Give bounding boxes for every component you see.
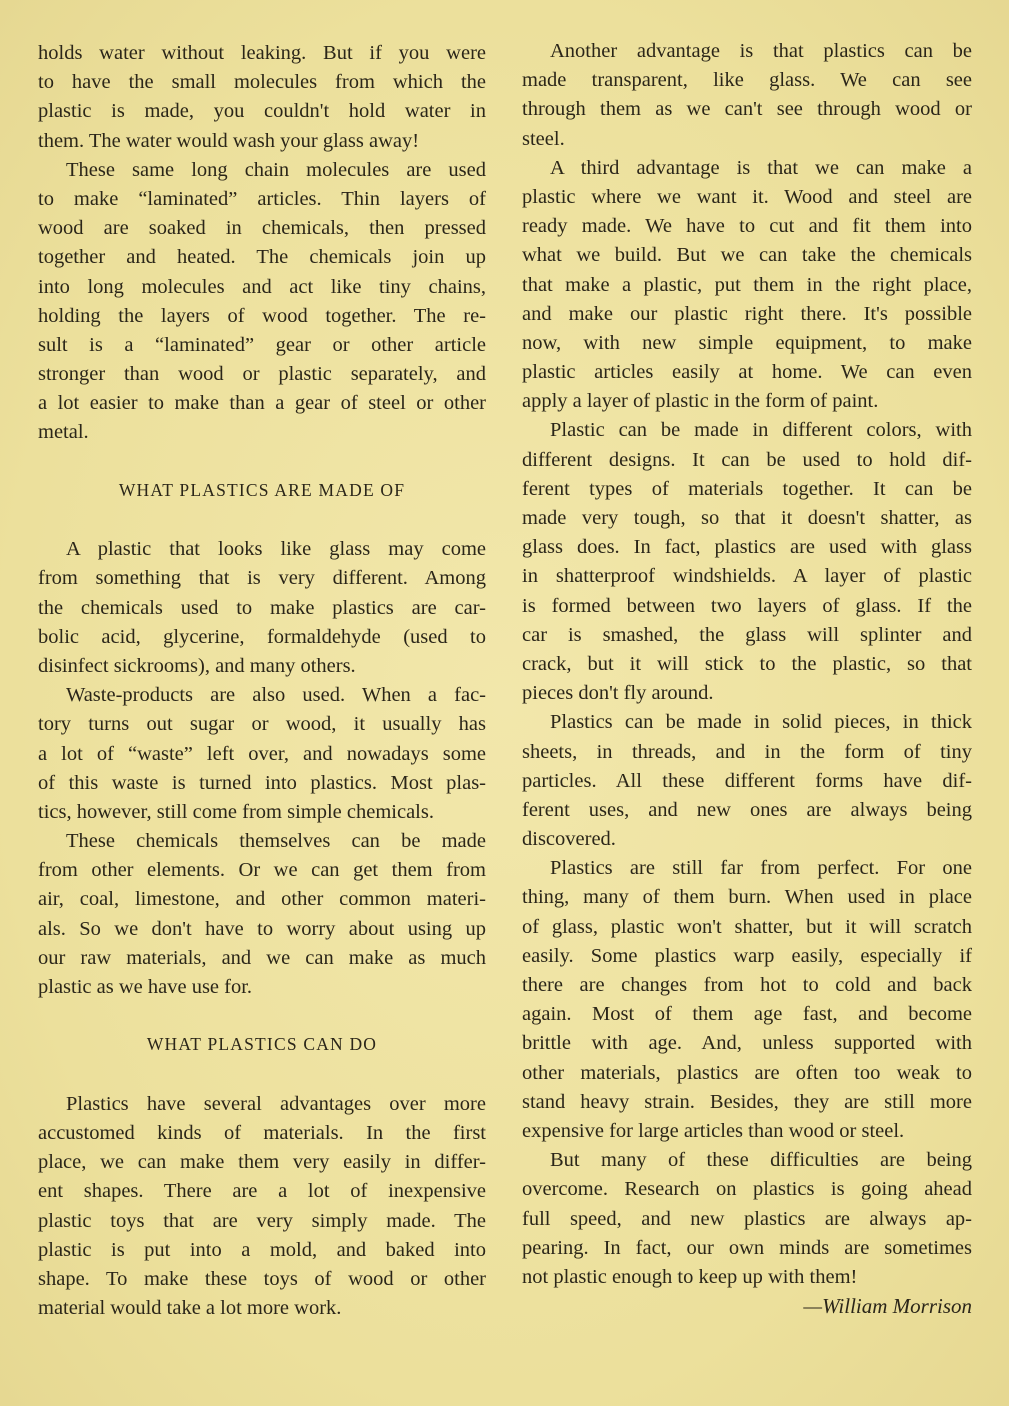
text-line: holding the layers of wood together. The re- [38, 304, 486, 327]
text-line: different designs. It can be used to hold dif- [522, 448, 972, 471]
paragraph [522, 708, 972, 854]
text-line: overcome. Research on plastics is going ahead [522, 1178, 972, 1201]
text-line: ferent types of materials together. It can be [522, 477, 972, 500]
text-line: disinfect sickrooms), and many others. [38, 654, 356, 677]
text-line: and make our plastic right there. It's possible [522, 302, 972, 325]
text-line: in shatterproof windshields. A layer of plastic [522, 565, 972, 588]
paragraph [38, 535, 486, 681]
text-line: to have the small molecules from which the [38, 71, 486, 94]
text-line: them. The water would wash your glass away! [38, 129, 420, 152]
text-line: ent shapes. There are a lot of inexpensive [38, 1180, 486, 1203]
text-line: now, with new simple equipment, to make [522, 331, 972, 354]
text-line: Plastic can be made in different colors, with [550, 419, 972, 442]
text-line: what we build. But we can take the chemicals [522, 244, 972, 267]
text-line: stronger than wood or plastic separately, and [38, 363, 486, 386]
text-line: air, coal, limestone, and other common materi- [38, 888, 486, 911]
text-line: together and heated. The chemicals join up [38, 246, 486, 269]
paragraph [522, 154, 972, 417]
paragraph [38, 156, 486, 448]
paragraph [38, 39, 486, 156]
text-line: particles. All these different forms have dif- [522, 769, 972, 792]
paragraph [522, 854, 972, 1146]
text-line: glass does. In fact, plastics are used with glass [522, 536, 972, 559]
right-column [522, 37, 972, 1321]
text-line: again. Most of them age fast, and become [522, 1003, 972, 1026]
text-line: Plastics have several advantages over more [66, 1092, 486, 1115]
paragraph [38, 827, 486, 1002]
text-line: a lot easier to make than a gear of steel or other [38, 392, 486, 415]
text-line: that make a plastic, put them in the right place, [522, 273, 972, 296]
paragraph [522, 37, 972, 154]
text-line: of this waste is turned into plastics. Most plas- [38, 771, 486, 794]
text-line: through them as we can't see through wood or [522, 98, 972, 121]
text-line: brittle with age. And, unless supported with [522, 1032, 972, 1055]
text-line: plastic is put into a mold, and baked into [38, 1238, 486, 1261]
section-heading: WHAT PLASTICS CAN DO [146, 1034, 378, 1055]
text-line: made very tough, so that it doesn't shatter, as [522, 507, 972, 529]
text-line: wood are soaked in chemicals, then pressed [38, 217, 486, 240]
text-line: there are changes from hot to cold and back [522, 974, 972, 996]
text-line: from something that is very different. Among [38, 567, 486, 590]
text-line: metal. [38, 421, 89, 444]
text-line: stand heavy strain. Besides, they are still more [522, 1090, 972, 1113]
text-line: plastic as we have use for. [38, 976, 253, 999]
text-line: als. So we don't have to worry about using up [38, 917, 486, 940]
text-line: Waste-products are also used. When a fac- [66, 684, 486, 707]
text-line: a lot of “waste” left over, and nowadays some [38, 742, 486, 765]
text-line: These same long chain molecules are used [66, 158, 486, 181]
text-line: into long molecules and act like tiny chains, [38, 275, 486, 298]
text-line: apply a layer of plastic in the form of paint. [522, 390, 879, 413]
text-line: These chemicals themselves can be made [66, 830, 486, 853]
text-line: sheets, in threads, and in the form of tiny [522, 740, 972, 763]
text-line: to make “laminated” articles. Thin layers of [38, 187, 486, 210]
paragraph [522, 416, 972, 708]
text-line: Plastics can be made in solid pieces, in thick [550, 711, 972, 734]
text-line: material would take a lot more work. [38, 1297, 342, 1320]
text-line: Another advantage is that plastics can be [550, 40, 972, 62]
text-line: steel. [522, 127, 565, 150]
text-line: discovered. [522, 828, 616, 851]
left-column [38, 39, 486, 1323]
text-line: sult is a “laminated” gear or other article [38, 333, 486, 356]
text-line: A plastic that looks like glass may come [66, 538, 486, 561]
text-line: expensive for large articles than wood or steel. [522, 1119, 905, 1142]
text-line: our raw materials, and we can make as much [38, 946, 486, 969]
paragraph [522, 1146, 972, 1292]
text-line: of glass, plastic won't shatter, but it will scratch [522, 915, 972, 938]
text-line: pieces don't fly around. [522, 682, 714, 705]
text-line: thing, many of them burn. When used in place [522, 886, 972, 909]
text-line: car is smashed, the glass will splinter and [522, 623, 972, 646]
text-line: But many of these difficulties are being [550, 1149, 972, 1172]
text-line: not plastic enough to keep up with them! [522, 1265, 858, 1288]
text-line: from other elements. Or we can get them from [38, 859, 486, 882]
text-line: tics, however, still come from simple chemicals. [38, 800, 434, 823]
section-heading: WHAT PLASTICS ARE MADE OF [118, 479, 406, 500]
text-line: plastic articles easily at home. We can even [522, 361, 972, 384]
text-line: plastic where we want it. Wood and steel are [522, 185, 972, 208]
text-line: made transparent, like glass. We can see [522, 69, 972, 92]
text-line: the chemicals used to make plastics are car- [38, 596, 486, 619]
text-line: plastic toys that are very simply made. The [38, 1209, 486, 1232]
author-signature: —William Morrison [803, 1294, 972, 1319]
text-line: tory turns out sugar or wood, it usually has [38, 713, 486, 736]
text-line: other materials, plastics are often too weak to [522, 1061, 972, 1084]
text-line: accustomed kinds of materials. In the first [38, 1122, 486, 1144]
text-line: holds water without leaking. But if you were [38, 42, 486, 64]
text-line: bolic acid, glycerine, formaldehyde (used to [38, 625, 486, 648]
text-line: shape. To make these toys of wood or other [38, 1267, 486, 1290]
text-line: ferent uses, and new ones are always being [522, 798, 972, 821]
text-line: easily. Some plastics warp easily, especially if [522, 944, 972, 967]
text-line: pearing. In fact, our own minds are sometimes [522, 1236, 972, 1259]
paragraph [38, 1090, 486, 1324]
text-line: Plastics are still far from perfect. For one [550, 857, 972, 880]
text-line: crack, but it will stick to the plastic, so that [522, 652, 972, 675]
paragraph [38, 681, 486, 827]
text-line: full speed, and new plastics are always ap- [522, 1207, 972, 1230]
text-line: is formed between two layers of glass. If the [522, 594, 972, 617]
text-line: plastic is made, you couldn't hold water in [38, 100, 486, 123]
text-line: A third advantage is that we can make a [550, 156, 972, 179]
text-line: ready made. We have to cut and fit them into [522, 215, 972, 238]
text-line: place, we can make them very easily in differ- [38, 1151, 486, 1174]
